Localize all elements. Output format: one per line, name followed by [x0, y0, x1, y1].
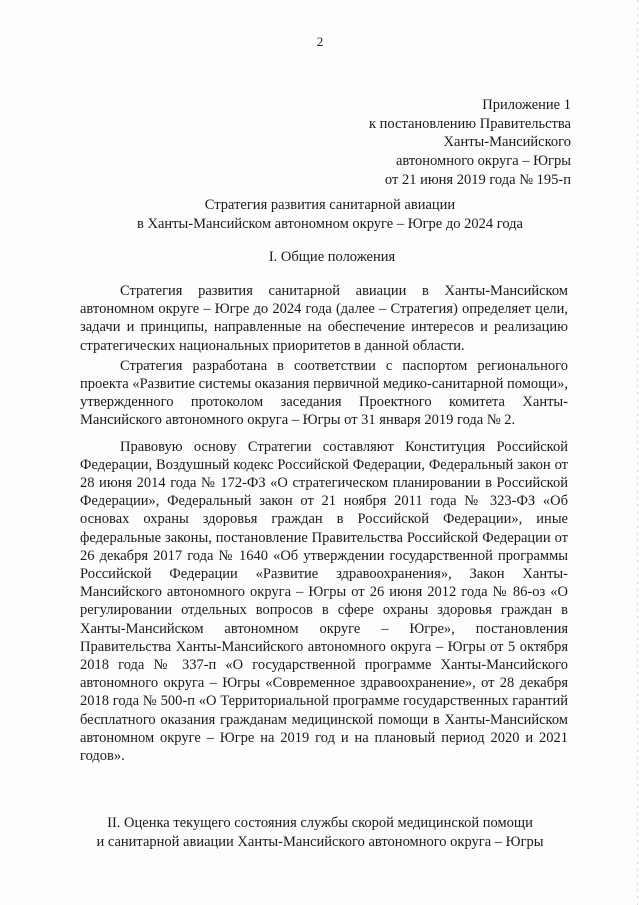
- scan-edge-artifact: [637, 0, 638, 905]
- appendix-line: Приложение 1: [482, 97, 571, 113]
- section-heading-line: и санитарной авиации Ханты-Мансийского автономного округа – Югры: [96, 834, 544, 850]
- appendix-line: от 21 июня 2019 года № 195-п: [384, 171, 571, 188]
- section-body: [80, 282, 568, 767]
- appendix-line: Ханты-Мансийского: [443, 134, 571, 151]
- appendix-line: автономного округа – Югры: [395, 153, 571, 170]
- document-title: [0, 196, 640, 234]
- paragraph: Стратегия развития санитарной авиации в Ханты-Мансийском автономном округе – Югре до 2024 года (далее – Стратегия) определяет цели, задачи и принципы, направленные на обеспечение интересов и реализацию стратегических национальных приоритетов в данной области.: [80, 283, 568, 354]
- page-number: 2: [316, 34, 324, 49]
- paragraph: Правовую основу Стратегии составляют Конституция Российской Федерации, Воздушный кодекс Российской Федерации, Федеральный закон от 28 июня 2014 года № 172-ФЗ «О стратегическом планировании в Российской Федерации», Федеральный закон от 21 ноября 2011 года № 323-ФЗ «Об основах охраны здоровья граждан в Российской Федерации», иные федеральные законы, постановление Правительства Российской Федерации от 26 декабря 2017 года № 1640 «Об утверждении государственной программы Российской Федерации «Развитие здравоохранения», Закон Ханты-Мансийского автономного округа – Югры от 26 июня 2012 года № 86-оз «О регулировании отдельных вопросов в сфере охраны здоровья граждан в Ханты-Мансийском автономном округе – Югре», постановления Правительства Ханты-Мансийского автономного округа – Югры от 5 октября 2018 года № 337-п «О государственной программе Ханты-Мансийского автономного округа – Югры «Современное здравоохранение», от 28 декабря 2018 года № 500-п «О Территориальной программе государственных гарантий бесплатного оказания гражданам медицинской помощи в Ханты-Мансийском автономном округе – Югре на 2019 год и на плановый период 2020 и 2021 годов».: [80, 438, 568, 765]
- document-title-line: Стратегия развития санитарной авиации: [204, 197, 456, 213]
- appendix-block: [369, 96, 571, 190]
- appendix-line: к постановлению Правительства: [369, 115, 571, 132]
- document-title-line: в Ханты-Мансийском автономном округе – Югре до 2024 года: [137, 216, 523, 232]
- section-heading: [0, 814, 640, 852]
- section-heading: I. Общие положения: [268, 249, 396, 265]
- section-heading-line: II. Оценка текущего состояния службы скорой медицинской помощи: [107, 815, 533, 831]
- paragraph: Стратегия разработана в соответствии с паспортом регионального проекта «Развитие системы оказания первичной медико-санитарной помощи», утвержденного протоколом заседания Проектного комитета Ханты-Мансийского автономного округа – Югры от 31 января 2019 года № 2.: [80, 357, 568, 429]
